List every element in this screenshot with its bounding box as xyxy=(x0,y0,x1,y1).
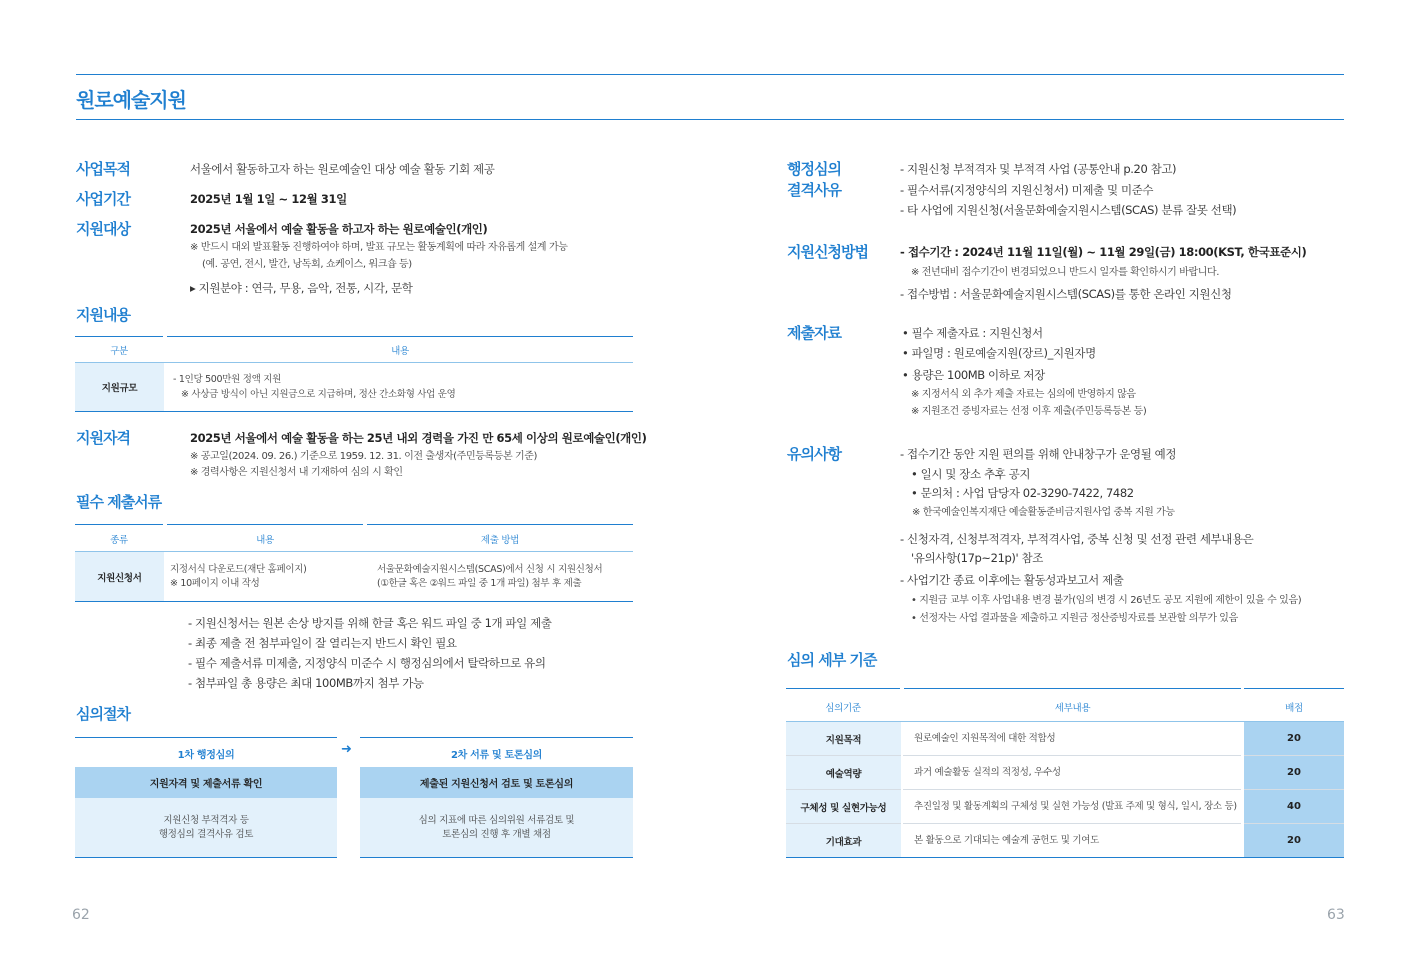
caution-line-4: ※ 한국예술인복지재단 예술활동준비금지원사업 중복 지원 가능 xyxy=(912,507,1175,518)
content-table-bottom-rule xyxy=(75,411,633,412)
criteria-row-3-name: 구체성 및 실현가능성 xyxy=(786,790,901,823)
docs-table-bottom-rule xyxy=(75,601,633,602)
period-text: 2025년 1월 1일 ~ 12월 31일 xyxy=(190,192,347,206)
review-step1-top-rule xyxy=(75,737,337,738)
docs-bullet-1: - 지원신청서는 원본 손상 방지를 위해 한글 혹은 워드 파일 중 1개 파일 제출 xyxy=(188,616,552,630)
review-arrow-icon: ➜ xyxy=(341,742,352,757)
criteria-head-col3: 배점 xyxy=(1285,703,1303,714)
page-number-left: 62 xyxy=(72,907,90,923)
content-head-col1: 구분 xyxy=(110,346,128,357)
caution-line-1: - 접수기간 동안 지원 편의를 위해 안내창구가 운영될 예정 xyxy=(900,447,1177,461)
qualification-note-2: ※ 경력사항은 지원신청서 내 기재하여 심의 시 확인 xyxy=(190,467,403,478)
docs-row-content-1: 지정서식 다운로드(재단 홈페이지) xyxy=(170,564,307,575)
content-head-col2: 내용 xyxy=(391,346,409,357)
apply-method: - 접수방법 : 서울문화예술지원시스템(SCAS)를 통한 온라인 지원신청 xyxy=(900,287,1232,301)
purpose-text: 서울에서 활동하고자 하는 원로예술인 대상 예술 활동 기회 제공 xyxy=(190,162,495,176)
content-row-line-2: ※ 사상금 방식이 아닌 지원금으로 지급하며, 정산 간소화형 사업 운영 xyxy=(181,389,456,400)
disqual-item-1: - 지원신청 부적격자 및 부적격 사업 (공통안내 p.20 참고) xyxy=(900,162,1177,176)
docs-table-top-rule-2 xyxy=(167,524,363,525)
criteria-row-2-score: 20 xyxy=(1244,756,1344,789)
submit-label: 제출자료 xyxy=(787,324,841,342)
criteria-row-2-name: 예술역량 xyxy=(786,756,901,789)
page-title: 원로예술지원 xyxy=(76,88,186,112)
criteria-row-4-score: 20 xyxy=(1244,824,1344,857)
review-step2-bar: 제출된 지원신청서 검토 및 토론심의 xyxy=(360,767,633,798)
criteria-top-rule-2 xyxy=(904,688,1241,689)
content-label: 지원내용 xyxy=(76,306,130,324)
docs-head-col1: 종류 xyxy=(110,535,128,546)
docs-head-col2: 내용 xyxy=(256,535,274,546)
criteria-row-1-name: 지원목적 xyxy=(786,722,901,755)
docs-bullet-2: - 최종 제출 전 첨부파일이 잘 열리는지 반드시 확인 필요 xyxy=(188,636,457,650)
target-label: 지원대상 xyxy=(76,220,130,238)
target-note-2: (예. 공연, 전시, 발간, 낭독회, 쇼케이스, 워크숍 등) xyxy=(202,259,412,270)
docs-row-method-1: 서울문화예술지원시스템(SCAS)에서 신청 시 지원신청서 xyxy=(377,564,603,575)
disqual-item-3: - 타 사업에 지원신청(서울문화예술지원시스템(SCAS) 분류 잘못 선택) xyxy=(900,203,1237,217)
target-note-1: ※ 반드시 대외 발표활동 진행하여야 하며, 발표 규모는 활동계획에 따라 자유롭게 설계 가능 xyxy=(190,242,568,253)
submit-item-3: • 용량은 100MB 이하로 저장 xyxy=(902,368,1045,382)
docs-bullet-3: - 필수 제출서류 미제출, 지정양식 미준수 시 행정심의에서 탈락하므로 유의 xyxy=(188,656,546,670)
review-step2-desc-1: 심의 지표에 따른 심의위원 서류검토 및 xyxy=(418,814,575,826)
purpose-label: 사업목적 xyxy=(76,160,130,178)
caution-line-2: • 일시 및 장소 추후 공지 xyxy=(911,467,1031,481)
review-step2-desc-2: 토론심의 진행 후 개별 채점 xyxy=(442,828,551,840)
criteria-row-1-detail: 원로예술인 지원목적에 대한 적합성 xyxy=(914,733,1056,744)
qualification-text: 2025년 서울에서 예술 활동을 하는 25년 내외 경력을 가진 만 65세 이상의 원로예술인(개인) xyxy=(190,431,647,445)
target-text: 2025년 서울에서 예술 활동을 하고자 하는 원로예술인(개인) xyxy=(190,222,488,236)
caution-label: 유의사항 xyxy=(787,445,841,463)
caution-line-5: - 신청자격, 신청부적격자, 부적격사업, 중복 신청 및 선정 관련 세부내용은 xyxy=(900,532,1254,546)
caution-line-7: - 사업기간 종료 이후에는 활동성과보고서 제출 xyxy=(900,573,1124,587)
review-step2-desc xyxy=(360,798,633,857)
docs-head-col3: 제출 방법 xyxy=(480,535,520,546)
content-table-top-rule-1 xyxy=(75,336,163,337)
review-step1-desc-2: 행정심의 결격사유 검토 xyxy=(158,828,254,840)
caution-line-6: '유의사항(17p~21p)' 참조 xyxy=(911,551,1043,565)
docs-row-content-2: ※ 10페이지 이내 작성 xyxy=(170,578,260,589)
criteria-top-rule-1 xyxy=(786,688,900,689)
docs-table-top-rule-3 xyxy=(367,524,633,525)
disqual-label-1: 행정심의 xyxy=(787,160,841,178)
disqual-item-2: - 필수서류(지정양식의 지원신청서) 미제출 및 미준수 xyxy=(900,183,1154,197)
criteria-row-3-score: 40 xyxy=(1244,790,1344,823)
docs-table-top-rule-1 xyxy=(75,524,163,525)
criteria-head-col1: 심의기준 xyxy=(825,703,861,714)
review-step1-title: 1차 행정심의 xyxy=(177,750,235,761)
review-step2-top-rule xyxy=(360,737,633,738)
criteria-label: 심의 세부 기준 xyxy=(787,651,877,669)
caution-line-3: • 문의처 : 사업 담당자 02-3290-7422, 7482 xyxy=(911,486,1134,500)
submit-item-1: • 필수 제출자료 : 지원신청서 xyxy=(902,326,1043,340)
review-label: 심의절차 xyxy=(76,705,130,723)
target-fields: ▸ 지원분야 : 연극, 무용, 음악, 전통, 시각, 문학 xyxy=(190,281,413,295)
header-bottom-rule xyxy=(76,119,1344,120)
criteria-row-1-score: 20 xyxy=(1244,722,1344,755)
caution-line-9: • 선정자는 사업 결과물을 제출하고 지원금 정산증빙자료를 보관할 의무가 있음 xyxy=(911,613,1238,624)
criteria-head-col2: 세부내용 xyxy=(1054,703,1091,714)
submit-note-2: ※ 지원조건 증빙자료는 선정 이후 제출(주민등록등본 등) xyxy=(911,406,1147,417)
criteria-row-2-detail: 과거 예술활동 실적의 적정성, 우수성 xyxy=(914,767,1061,778)
qualification-label: 지원자격 xyxy=(76,429,130,447)
header-top-rule xyxy=(76,74,1344,75)
period-label: 사업기간 xyxy=(76,190,130,208)
disqual-label-2: 결격사유 xyxy=(787,181,841,199)
apply-label: 지원신청방법 xyxy=(787,243,868,261)
review-step1-desc-1: 지원신청 부적격자 등 xyxy=(163,814,249,826)
apply-note: ※ 전년대비 접수기간이 변경되었으니 반드시 일자를 확인하시기 바랍니다. xyxy=(911,267,1220,278)
submit-note-1: ※ 지정서식 외 추가 제출 자료는 심의에 반영하지 않음 xyxy=(911,389,1136,400)
review-step2-bottom-rule xyxy=(360,857,633,858)
apply-period: - 접수기간 : 2024년 11월 11일(월) ~ 11월 29일(금) 18:00(KST, 한국표준시) xyxy=(900,245,1307,259)
docs-label: 필수 제출서류 xyxy=(76,493,162,511)
content-table-top-rule-2 xyxy=(167,336,633,337)
criteria-row-4-name: 기대효과 xyxy=(786,824,901,857)
criteria-row-3-detail: 추진일정 및 활동계획의 구체성 및 실현 가능성 (발표 주제 및 형식, 일시, 장소 등) xyxy=(914,801,1237,812)
docs-bullet-4: - 첨부파일 총 용량은 최대 100MB까지 첨부 가능 xyxy=(188,676,424,690)
review-step1-desc xyxy=(75,798,337,857)
review-step1-bottom-rule xyxy=(75,857,337,858)
criteria-col-divider-2 xyxy=(1241,722,1244,857)
qualification-note-1: ※ 공고일(2024. 09. 26.) 기준으로 1959. 12. 31. 이전 출생자(주민등록등본 기준) xyxy=(190,451,538,462)
page-number-right: 63 xyxy=(1327,907,1345,923)
criteria-col-divider-1 xyxy=(901,722,903,857)
docs-row-label: 지원신청서 xyxy=(75,552,164,601)
criteria-top-rule-3 xyxy=(1244,688,1344,689)
submit-item-2: • 파일명 : 원로예술지원(장르)_지원자명 xyxy=(902,346,1096,360)
review-step1-bar: 지원자격 및 제출서류 확인 xyxy=(75,767,337,798)
content-row-line-1: - 1인당 500만원 정액 지원 xyxy=(173,374,282,385)
criteria-row-4-detail: 본 활동으로 기대되는 예술계 공헌도 및 기여도 xyxy=(914,835,1099,846)
review-step2-title: 2차 서류 및 토론심의 xyxy=(450,750,543,761)
content-row-label: 지원규모 xyxy=(75,363,164,411)
docs-row-method-2: (①한글 혹은 ②워드 파일 중 1개 파일) 첨부 후 제출 xyxy=(377,578,582,589)
criteria-bottom-rule xyxy=(786,857,1344,858)
caution-line-8: • 지원금 교부 이후 사업내용 변경 불가(임의 변경 시 26년도 공모 지원에 제한이 있을 수 있음) xyxy=(911,595,1302,606)
